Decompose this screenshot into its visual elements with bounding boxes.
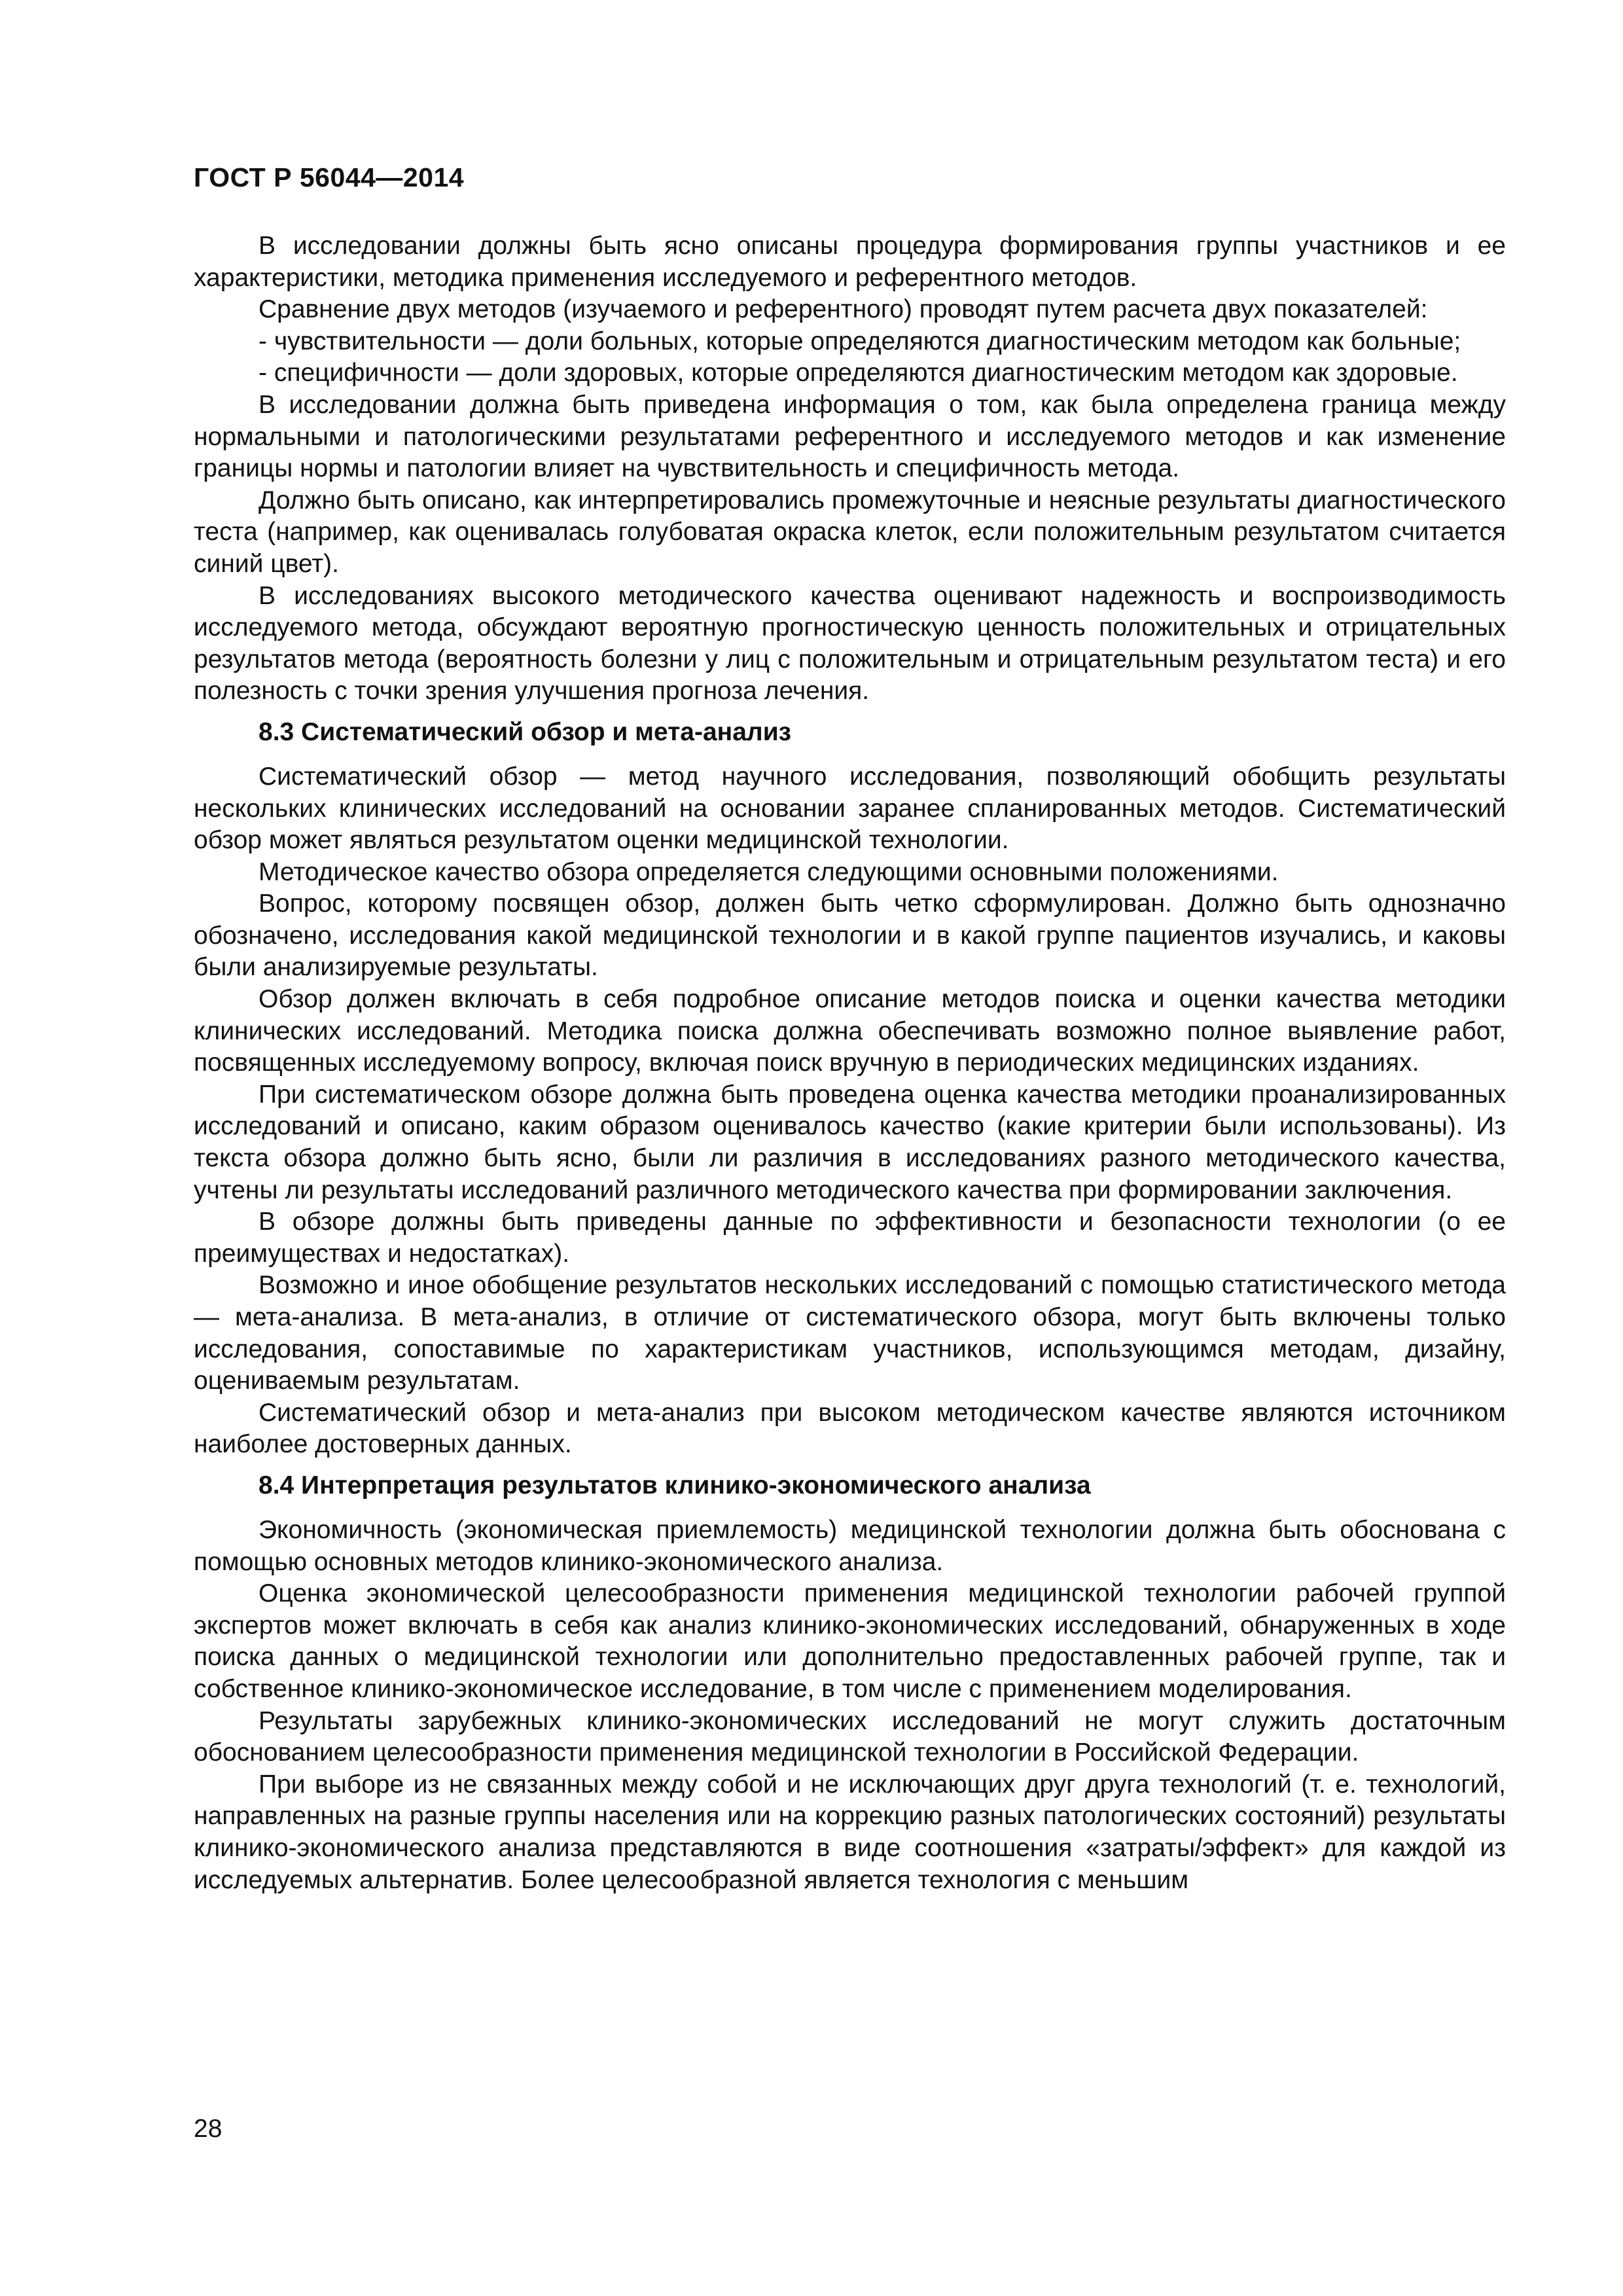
paragraph: Обзор должен включать в себя подробное описание методов поиска и оценки качества методики клинических исследований. Методика поиска должна обеспечивать возможно полное выявление работ, посвященных исследуемому вопросу, включая поиск вручную в периодических медицинских изданиях. (194, 985, 1506, 1077)
paragraph: Оценка экономической целесообразности применения медицинской технологии рабочей группой экспертов может включать в себя как анализ клинико-экономических исследований, обнаруженных в ходе поиска данных о медицинской технологии или дополнительно предоставленных рабочей группе, так и собственное клинико-экономическое исследование, в том числе с применением моделирования. (194, 1579, 1506, 1703)
page-number: 28 (194, 2115, 223, 2143)
document-page (194, 0, 1506, 2296)
body-text (194, 230, 1506, 1896)
list-item-sensitivity: - чувствительности — доли больных, которые определяются диагностическим методом как больные; (259, 327, 1461, 355)
list-item-specificity: - специфичности — доли здоровых, которые определяются диагностическим методом как здоровые. (259, 359, 1458, 387)
paragraph: Систематический обзор — метод научного исследования, позволяющий обобщить результаты нескольких клинических исследований на основании заранее спланированных методов. Систематический обзор может являться результатом оценки медицинской технологии. (194, 762, 1506, 855)
paragraph: Должно быть описано, как интерпретировались промежуточные и неясные результаты диагностического теста (например, как оценивалась голубоватая окраска клеток, если положительным результатом считается синий цвет). (194, 486, 1506, 578)
section-heading-8-4: 8.4 Интерпретация результатов клинико-экономического анализа (259, 1471, 1091, 1499)
paragraph: Вопрос, которому посвящен обзор, должен быть четко сформулирован. Должно быть однозначно обозначено, исследования какой медицинской технологии и в какой группе пациентов изучались, и каковы были анализируемые результаты. (194, 889, 1506, 982)
paragraph: Систематический обзор и мета-анализ при высоком методическом качестве являются источником наиболее достоверных данных. (194, 1398, 1506, 1459)
paragraph: В исследовании должны быть ясно описаны процедура формирования группы участников и ее характеристики, методика применения исследуемого и референтного методов. (194, 232, 1506, 292)
paragraph: При систематическом обзоре должна быть проведена оценка качества методики проанализированных исследований и описано, каким образом оценивалось качество (какие критерии были использованы). Из текста обзора должно быть ясно, были ли различия в исследованиях разного методического качества, учтены ли результаты исследований различного методического качества при формировании заключения. (194, 1080, 1506, 1204)
standard-header: ГОСТ Р 56044—2014 (194, 162, 465, 192)
paragraph: Результаты зарубежных клинико-экономических исследований не могут служить достаточным обоснованием целесообразности применения медицинской технологии в Российской Федерации. (194, 1706, 1506, 1767)
paragraph: Возможно и иное обобщение результатов нескольких исследований с помощью статистического метода — мета-анализа. В мета-анализ, в отличие от систематического обзора, могут быть включены только исследования, сопоставимые по характеристикам участников, использующимся методам, дизайну, оцениваемым результатам. (194, 1271, 1506, 1395)
paragraph: В исследованиях высокого методического качества оценивают надежность и воспроизводимость исследуемого метода, обсуждают вероятную прогностическую ценность положительных и отрицательных результатов метода (вероятность болезни у лиц с положительным и отрицательным результатом теста) и его полезность с точки зрения улучшения прогноза лечения. (194, 581, 1506, 706)
paragraph: При выборе из не связанных между собой и не исключающих друг друга технологий (т. е. технологий, направленных на разные группы населения или на коррекцию разных патологических состояний) результаты клинико-экономического анализа представляются в виде соотношения «затраты/эффект» для каждой из исследуемых альтернатив. Более целесообразной является технология с меньшим (194, 1770, 1506, 1894)
paragraph: Методическое качество обзора определяется следующими основными положениями. (259, 857, 1279, 886)
paragraph: Экономичность (экономическая приемлемость) медицинской технологии должна быть обоснована с помощью основных методов клинико-экономического анализа. (194, 1515, 1506, 1576)
paragraph: В обзоре должны быть приведены данные по эффективности и безопасности технологии (о ее преимуществах и недостатках). (194, 1208, 1506, 1268)
section-heading-8-3: 8.3 Систематический обзор и мета-анализ (259, 717, 792, 746)
paragraph: В исследовании должна быть приведена информация о том, как была определена граница между нормальными и патологическими результатами референтного и исследуемого методов и как изменение границы нормы и патологии влияет на чувствительность и специфичность метода. (194, 390, 1506, 483)
paragraph: Сравнение двух методов (изучаемого и референтного) проводят путем расчета двух показателей: (259, 295, 1428, 324)
